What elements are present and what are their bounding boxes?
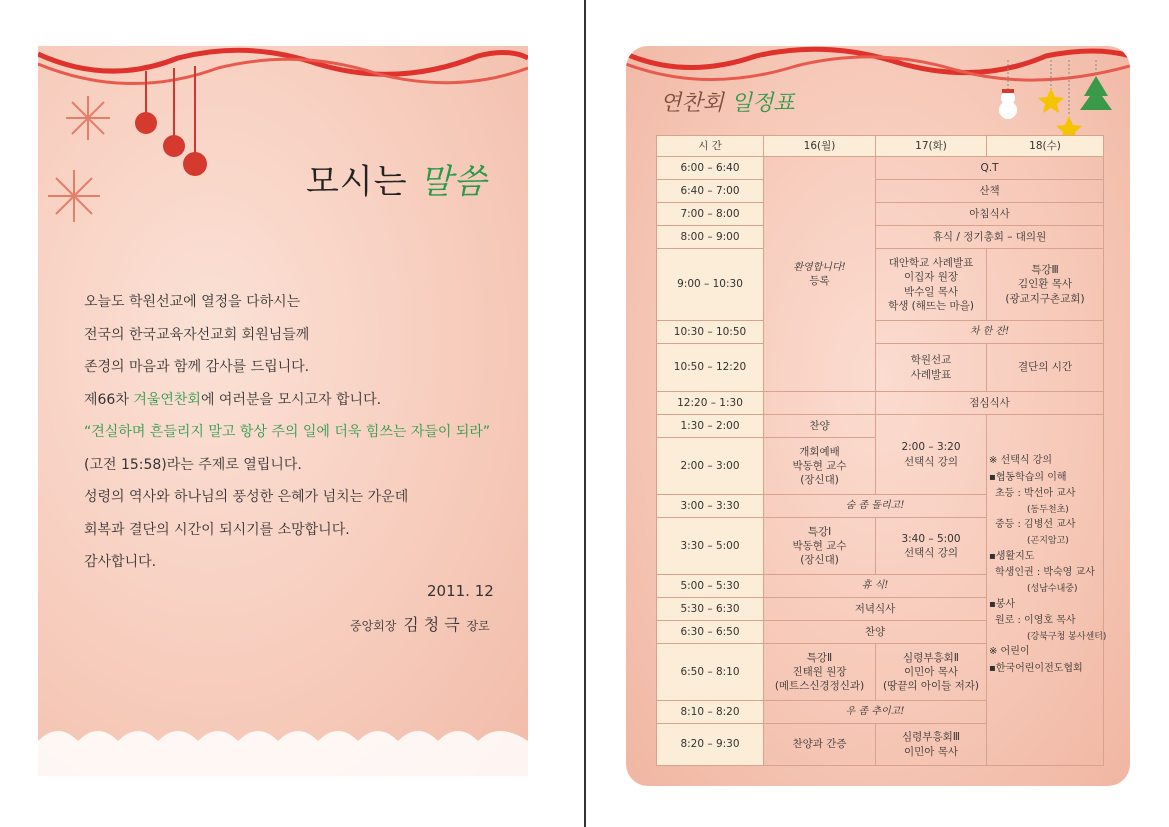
cell-line: 이민아 목사 [903,745,959,758]
schedule-cell [764,438,876,495]
note-line: 원로 : 이영호 목사 [995,615,1076,627]
table-row [657,415,1104,438]
table-row [657,321,1104,344]
time-cell: 12:20 – 1:30 [657,392,764,415]
note-line: ※ 어린이 [989,646,1030,658]
cell-line: 박동현 교수 [792,539,847,552]
schedule-cell [876,724,987,766]
schedule-cell: 휴 식! [764,575,987,598]
cell-line: 사례발표 [910,368,952,381]
cell-line: 개회예배 [799,445,840,458]
time-cell: 8:20 – 9:30 [657,724,764,766]
note-line: (강북구청 봉사센터) [1027,631,1107,642]
table-row [657,203,1104,226]
time-cell: 10:30 – 10:50 [657,321,764,344]
table-row [657,226,1104,249]
table-row [657,344,1104,392]
page-title [660,86,795,117]
note-line: ▪봉사 [989,598,1016,610]
schedule-cell [876,415,987,495]
time-cell: 3:00 – 3:30 [657,495,764,518]
schedule-cell: 찬양과 간증 [764,724,876,766]
welcome-text: 환영합니다! [793,261,846,273]
schedule-cell: Q.T [876,157,1104,180]
schedule-cell: 휴식 / 정기총회 – 대의원 [876,226,1104,249]
time-cell: 8:10 – 8:20 [657,701,764,724]
cell-line: 선택식 강의 [903,455,959,468]
table-row [657,157,1104,180]
event-name: 겨울연찬회 [133,391,201,408]
schedule-cell: 점심식사 [876,392,1104,415]
schedule-cell [764,518,876,575]
time-cell: 8:00 – 9:00 [657,226,764,249]
time-cell: 10:50 – 12:20 [657,344,764,392]
time-cell: 9:00 – 10:30 [657,249,764,321]
note-line: (곤지암고) [1027,535,1069,546]
letter-line: 전국의 한국교육자선교회 회원님들께 [84,326,310,343]
cell-line: 김인환 목사 [1017,278,1073,291]
note-line: ▪생활지도 [989,550,1035,562]
note-line: ※ 선택식 강의 [989,455,1053,466]
time-cell: 7:00 – 8:00 [657,203,764,226]
letter-line [84,384,524,417]
schedule-cell [876,644,987,701]
table-row [657,180,1104,203]
note-line: ▪협동학습의 이해 [989,471,1067,483]
cell-line: 이민아 목사 [903,665,959,678]
schedule-cell: 저녁식사 [764,598,987,621]
note-line: (성남수내중) [1027,583,1078,594]
cell-line: 3:40 – 5:00 [901,532,961,545]
schedule-table [656,135,1107,766]
register-text: 등록 [809,275,830,288]
time-cell: 6:50 – 8:10 [657,644,764,701]
note-line: 중등 : 김병선 교사 [995,519,1076,531]
time-cell: 6:30 – 6:50 [657,621,764,644]
cell-line: 특강Ⅱ [806,651,833,664]
cell-line: (장신대) [800,554,839,567]
letter-line: 존경의 마음과 함께 감사를 드립니다. [84,359,310,375]
table-header-row [657,136,1104,157]
schedule-cell: 산책 [876,180,1104,203]
schedule-cell [876,249,987,321]
lace-border-decoration [38,716,528,776]
cell-line: (장신대) [800,474,839,487]
time-cell: 5:30 – 6:30 [657,598,764,621]
title-text-1: 연찬회 [660,91,731,116]
schedule-cell [987,249,1104,321]
time-cell: 3:30 – 5:00 [657,518,764,575]
letter-line: 감사합니다. [84,554,157,570]
cell-line: 박수일 목사 [903,285,959,298]
signature [350,612,490,635]
schedule-cell [764,644,876,701]
cell-line: 이집자 원장 [903,271,959,284]
cell-line: 학원선교 [910,354,952,367]
cell-line: 선택식 강의 [903,547,959,559]
schedule-cell [876,518,987,575]
header-day-1: 16(월) [764,136,876,157]
note-line: (동두천초) [1027,504,1069,515]
page-divider [584,0,586,827]
time-cell: 6:40 – 7:00 [657,180,764,203]
elective-notes [987,415,1107,766]
cell-line: 2:00 – 3:20 [901,441,961,454]
time-cell: 2:00 – 3:00 [657,438,764,495]
schedule-cell: 차 한 잔! [876,321,1104,344]
cell-line: 박동현 교수 [792,459,847,472]
cell-line: 학생 (해뜨는 마을) [888,299,974,312]
time-cell: 1:30 – 2:00 [657,415,764,438]
schedule-cell [764,392,876,415]
note-line: ▪한국어린이전도협회 [989,662,1083,674]
schedule-cell: 찬양 [764,415,876,438]
title-text-2: 일정표 [730,91,795,116]
line-text: 에 여러분을 모시고자 합니다. [200,391,382,408]
signature-name: 김 청 극 [403,615,460,634]
cell-line: (땅끝의 아이들 저자) [882,680,979,693]
ribbon-ornament-decoration [38,46,528,246]
schedule-page [626,46,1130,786]
letter-line: 회복과 결단의 시간이 되시기를 소망합니다. [84,521,350,538]
time-cell: 5:00 – 5:30 [657,575,764,598]
title-text-1: 모시는 [306,162,420,202]
cell-line: 심령부흥회Ⅲ [902,731,960,744]
welcome-cell [764,157,876,392]
schedule-cell [876,344,987,392]
schedule-cell: 우 좀 추이고! [764,701,987,724]
cell-line: 심령부흥회Ⅱ [903,651,959,664]
table-row [657,249,1104,321]
schedule-cell: 찬양 [764,621,987,644]
letter-line: (고전 15:58)라는 주제로 열립니다. [84,456,302,473]
letter-line: 성령의 역사와 하나님의 풍성한 은혜가 넘치는 가운데 [84,489,409,505]
letter-body [84,286,524,579]
table-row [657,392,1104,415]
invitation-page [38,46,528,776]
schedule-cell: 아침식사 [876,203,1104,226]
note-line: 학생인권 : 박숙영 교사 [995,567,1095,579]
line-text: 제66차 [84,391,134,408]
title-text-2: 말씀 [419,162,488,202]
letter-date: 2011. 12 [427,582,494,600]
cell-line: 특강Ⅰ [807,525,832,538]
time-cell: 6:00 – 6:40 [657,157,764,180]
note-line: 초등 : 박선아 교사 [995,488,1076,499]
page-title [306,154,487,203]
header-day-2: 17(화) [876,136,987,157]
schedule-cell: 숨 좀 돌리고! [764,495,987,518]
signature-role: 중앙회장 [350,619,397,633]
cell-line: 대안학교 사례발표 [888,257,974,270]
cell-line: 진태원 원장 [792,665,847,678]
letter-line: 오늘도 학원선교에 열정을 다하시는 [84,294,301,310]
header-day-3: 18(수) [987,136,1104,157]
theme-quote: “견실하며 흔들리지 말고 항상 주의 일에 더욱 힘쓰는 자들이 되라” [84,424,491,440]
cell-line: 특강Ⅲ [1031,264,1059,277]
signature-title: 장로 [466,619,490,633]
schedule-cell: 결단의 시간 [987,344,1104,392]
cell-line: (메트스신경정신과) [774,680,865,693]
cell-line: (광교지구촌교회) [1005,292,1085,305]
header-time: 시 간 [657,136,764,157]
